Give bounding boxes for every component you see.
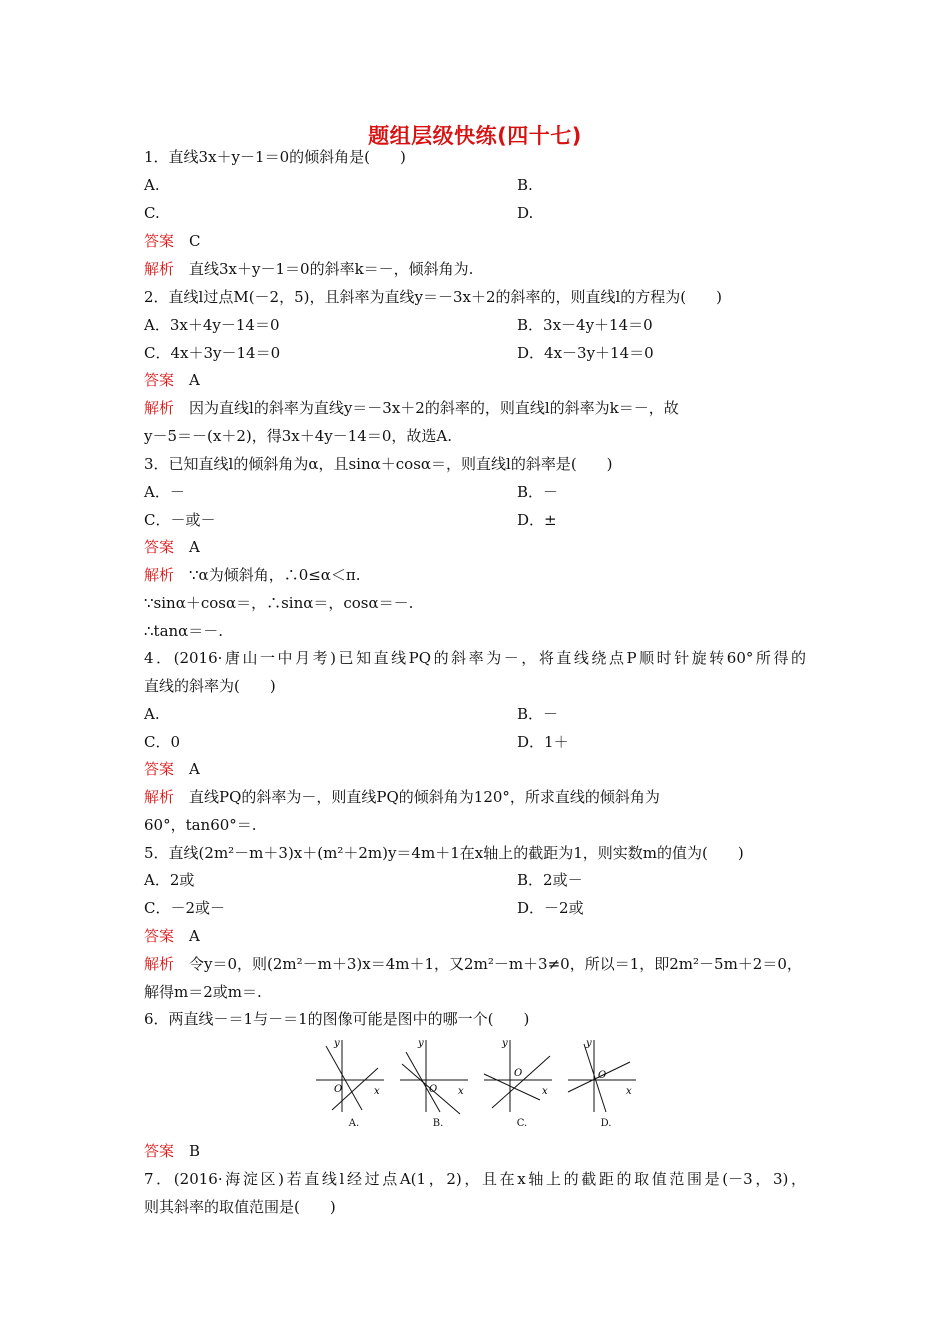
q3-option-b: B．－ bbox=[517, 483, 559, 501]
q5-option-c: C．－2或－ bbox=[144, 899, 226, 917]
q1-option-b: B. bbox=[517, 176, 533, 194]
q3-analysis-3: ∴tanα＝－. bbox=[144, 622, 224, 640]
q5-analysis-row bbox=[144, 954, 802, 974]
q4-stem-1: 4．(2016·唐山一中月考)已知直线PQ的斜率为－，将直线绕点P顺时针旋转60°所得的 bbox=[144, 649, 806, 667]
analysis-label: 解析 bbox=[144, 566, 175, 584]
q1-option-c: C. bbox=[144, 204, 160, 222]
q5-analysis-2: 解得m＝2或m＝. bbox=[144, 983, 262, 1001]
q6-figure-b bbox=[396, 1034, 480, 1134]
q7-stem-1: 7．(2016·海淀区)若直线l经过点A(1，2)，且在x轴上的截距的取值范围是(－3，3)， bbox=[144, 1170, 806, 1188]
analysis-label: 解析 bbox=[144, 399, 175, 417]
q4-option-c: C．0 bbox=[144, 733, 181, 751]
origin-label: O bbox=[514, 1068, 523, 1079]
q1-answer: C bbox=[189, 232, 201, 250]
analysis-label: 解析 bbox=[144, 788, 175, 806]
axis-x-label: x bbox=[458, 1086, 464, 1097]
q3-analysis-1: ∵α为倾斜角，∴0≤α＜π. bbox=[189, 566, 361, 584]
q4-option-d: D．1＋ bbox=[517, 733, 569, 751]
answer-label: 答案 bbox=[144, 1142, 175, 1160]
q3-option-c: C．－或－ bbox=[144, 511, 216, 529]
q4-option-b: B．－ bbox=[517, 705, 559, 723]
origin-label: O bbox=[598, 1070, 607, 1081]
q3-analysis-2: ∵sinα＋cosα＝，∴sinα＝，cosα＝－. bbox=[144, 594, 414, 612]
analysis-label: 解析 bbox=[144, 260, 175, 278]
figure-b-label: B. bbox=[432, 1118, 444, 1129]
q1-stem: 1．直线3x＋y－1＝0的倾斜角是( ) bbox=[144, 148, 406, 166]
q2-option-c: C．4x＋3y－14＝0 bbox=[144, 344, 281, 362]
q6-figure-d bbox=[564, 1034, 648, 1134]
q2-option-d: D．4x－3y＋14＝0 bbox=[517, 344, 654, 362]
q4-stem-2: 直线的斜率为( ) bbox=[144, 677, 276, 695]
q2-stem: 2．直线l过点M(－2，5)，且斜率为直线y＝－3x＋2的斜率的，则直线l的方程为( ) bbox=[144, 288, 723, 306]
figure-d-label: D. bbox=[600, 1118, 612, 1129]
figure-b-graph bbox=[396, 1034, 480, 1118]
q1-analysis: 直线3x＋y－1＝0的斜率k＝－，倾斜角为. bbox=[189, 260, 474, 278]
q5-option-b: B．2或－ bbox=[517, 871, 583, 889]
q7-stem-2: 则其斜率的取值范围是( ) bbox=[144, 1198, 336, 1216]
q5-answer-row bbox=[144, 926, 200, 946]
q3-answer: A bbox=[189, 538, 200, 556]
q2-option-b: B．3x－4y＋14＝0 bbox=[517, 316, 653, 334]
q6-figure-c bbox=[480, 1034, 564, 1134]
answer-label: 答案 bbox=[144, 371, 175, 389]
answer-label: 答案 bbox=[144, 760, 175, 778]
axis-y-label: y bbox=[334, 1038, 340, 1049]
q2-analysis-row bbox=[144, 398, 679, 418]
q4-analysis-2: 60°，tan60°＝. bbox=[144, 816, 257, 834]
q1-analysis-row bbox=[144, 259, 473, 279]
q2-analysis-1: 因为直线l的斜率为直线y＝－3x＋2的斜率的，则直线l的斜率为k＝－，故 bbox=[189, 399, 679, 417]
q1-option-a: A. bbox=[144, 176, 160, 194]
q2-analysis-2: y－5＝－(x＋2)，得3x＋4y－14＝0，故选A. bbox=[144, 427, 452, 445]
origin-label: O bbox=[334, 1084, 343, 1095]
q4-analysis-row bbox=[144, 787, 660, 807]
q4-answer: A bbox=[189, 760, 200, 778]
analysis-label: 解析 bbox=[144, 955, 175, 973]
q6-figure-a bbox=[312, 1034, 396, 1134]
q6-answer-row bbox=[144, 1141, 200, 1161]
axis-y-label: y bbox=[586, 1038, 592, 1049]
q5-answer: A bbox=[189, 927, 200, 945]
origin-label: O bbox=[429, 1084, 438, 1095]
q3-option-d: D．± bbox=[517, 511, 557, 529]
answer-label: 答案 bbox=[144, 232, 175, 250]
q6-stem: 6．两直线－＝1与－＝1的图像可能是图中的哪一个( ) bbox=[144, 1010, 530, 1028]
q5-option-d: D．－2或 bbox=[517, 899, 584, 917]
q2-answer-row bbox=[144, 370, 200, 390]
figure-a-graph bbox=[312, 1034, 396, 1118]
figure-c-graph bbox=[480, 1034, 564, 1118]
q4-answer-row bbox=[144, 759, 200, 779]
q5-analysis-1: 令y＝0，则(2m²－m＋3)x＝4m＋1，又2m²－m＋3≠0，所以＝1，即2m²－5m＋2＝0， bbox=[189, 955, 802, 973]
axis-y-label: y bbox=[418, 1038, 424, 1049]
q6-answer: B bbox=[189, 1142, 201, 1160]
q3-stem: 3．已知直线l的倾斜角为α，且sinα＋cosα＝，则直线l的斜率是( ) bbox=[144, 455, 613, 473]
q2-option-a: A．3x＋4y－14＝0 bbox=[144, 316, 280, 334]
axis-x-label: x bbox=[374, 1086, 380, 1097]
q5-option-a: A．2或 bbox=[144, 871, 195, 889]
q1-option-d: D. bbox=[517, 204, 534, 222]
q3-analysis-row bbox=[144, 565, 361, 585]
axis-x-label: x bbox=[626, 1086, 632, 1097]
q5-stem: 5．直线(2m²－m＋3)x＋(m²＋2m)y＝4m＋1在x轴上的截距为1，则实数m的值为( ) bbox=[144, 844, 744, 862]
q1-answer-row bbox=[144, 231, 201, 251]
axis-x-label: x bbox=[542, 1086, 548, 1097]
q4-analysis-1: 直线PQ的斜率为－，则直线PQ的倾斜角为120°，所求直线的倾斜角为 bbox=[189, 788, 660, 806]
figure-d-graph bbox=[564, 1034, 648, 1118]
page-title: 题组层级快练(四十七) bbox=[368, 124, 582, 148]
q2-answer: A bbox=[189, 371, 200, 389]
figure-a-label: A. bbox=[348, 1118, 360, 1129]
axis-y-label: y bbox=[502, 1038, 508, 1049]
q3-answer-row bbox=[144, 537, 200, 557]
answer-label: 答案 bbox=[144, 538, 175, 556]
figure-c-label: C. bbox=[516, 1118, 528, 1129]
q4-option-a: A. bbox=[144, 705, 160, 723]
q3-option-a: A．－ bbox=[144, 483, 185, 501]
answer-label: 答案 bbox=[144, 927, 175, 945]
